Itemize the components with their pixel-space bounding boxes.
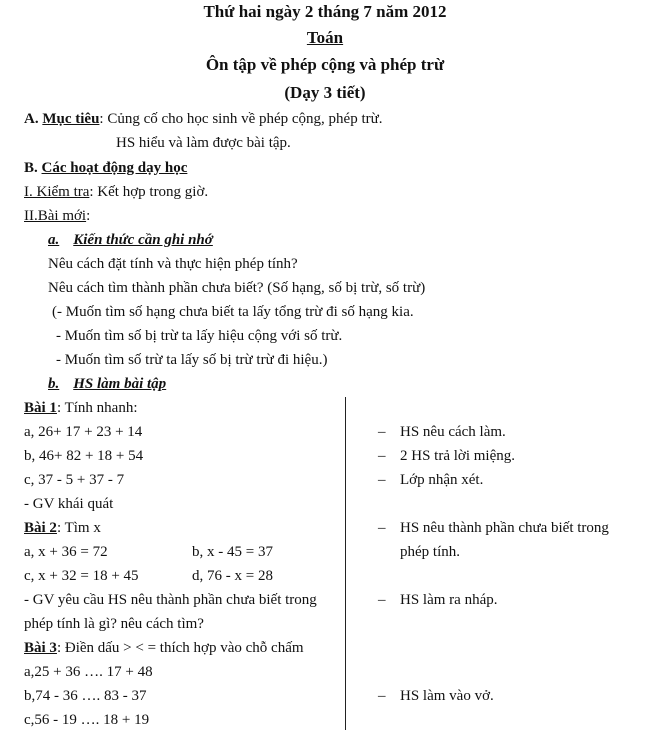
knowledge-line: (- Muốn tìm số hạng chưa biết ta lấy tổng trừ đi số hạng kia. [52,304,414,320]
check-text: : Kết hợp trong giờ. [89,184,209,200]
student-item-text: HS nêu thành phần chưa biết trong [400,520,609,536]
knowledge-line: - Muốn tìm số trừ ta lấy số bị trừ trừ đi hiệu.) [56,352,328,368]
student-item-text: HS làm vào vở. [400,688,494,704]
bai2-note: phép tính là gì? nêu cách tìm? [24,616,204,632]
dash-marker: – [378,592,386,608]
objectives-line [24,109,383,129]
bai2-item-b: b, x - 45 = 37 [192,544,273,560]
activities-title: Các hoạt động dạy học [41,160,188,176]
bai3-text: : Điền dấu > < = thích hợp vào chỗ chấm [56,640,304,656]
activities-heading [24,158,187,178]
exercises-title: HS làm bài tập [73,376,167,392]
student-item-text: Lớp nhận xét. [400,472,484,488]
objectives-text: : Củng cố cho học sinh về phép cộng, phép trừ. [99,111,383,127]
knowledge-marker: a. [48,232,60,248]
student-item-text: HS làm ra nháp. [400,592,498,608]
knowledge-line: Nêu cách tìm thành phần chưa biết? (Số hạng, số bị trừ, số trừ) [48,280,426,296]
knowledge-heading [48,230,213,250]
student-item-text: 2 HS trả lời miệng. [400,448,516,464]
bai3-heading [24,638,304,658]
dash-marker: – [378,520,386,536]
student-item-continued: phép tính. [400,544,460,560]
dash-marker: – [378,472,386,488]
student-item-text: HS nêu cách làm. [400,424,506,440]
exercises-heading [48,374,166,394]
knowledge-line: - Muốn tìm số bị trừ ta lấy hiệu cộng với số trừ. [56,328,343,344]
objectives-line-2: HS hiểu và làm được bài tập. [116,135,291,151]
dash-marker: – [378,424,386,440]
new-lesson-colon: : [86,208,91,224]
student-item [378,590,497,610]
exercises-marker: b. [48,376,60,392]
subject-title: Toán [306,28,344,47]
lesson-title: Ôn tập về phép cộng và phép trừ [205,55,445,74]
bai1-note: - GV khái quát [24,496,114,512]
new-lesson-label: II.Bài mới [24,208,87,224]
objectives-heading: Mục tiêu [42,111,100,127]
bai1-label: Bài 1 [24,400,57,416]
new-lesson-line [24,206,90,226]
dash-marker: – [378,448,386,464]
bai2-item-d: d, 76 - x = 28 [192,568,273,584]
activities-prefix: B. [24,160,42,176]
bai1-item: b, 46+ 82 + 18 + 54 [24,448,144,464]
knowledge-title: Kiến thức cần ghi nhớ [73,232,213,248]
bai2-heading [24,518,101,538]
bai3-item: c,56 - 19 …. 18 + 19 [24,712,150,728]
bai2-text: : Tìm x [56,520,101,536]
bai1-heading [24,398,138,418]
bai1-item: a, 26+ 17 + 23 + 14 [24,424,143,440]
bai3-label: Bài 3 [24,640,57,656]
bai1-text: : Tính nhanh: [56,400,138,416]
bai1-item: c, 37 - 5 + 37 - 7 [24,472,125,488]
student-item [378,422,506,442]
knowledge-line: Nêu cách đặt tính và thực hiện phép tính? [48,256,298,272]
bai3-item: b,74 - 36 …. 83 - 37 [24,688,147,704]
column-divider [345,397,346,730]
check-label: I. Kiểm tra [24,184,90,200]
dash-marker: – [378,688,386,704]
bai2-item-c: c, x + 32 = 18 + 45 [24,568,139,584]
bai2-note: - GV yêu cầu HS nêu thành phần chưa biết trong [24,592,317,608]
bai3-item: a,25 + 36 …. 17 + 48 [24,664,153,680]
lesson-duration: (Dạy 3 tiết) [284,83,366,102]
objectives-prefix: A. [24,111,43,127]
bai2-label: Bài 2 [24,520,57,536]
student-item [378,446,515,466]
student-item [378,470,483,490]
student-item [378,518,609,538]
student-item [378,686,494,706]
bai2-item-a: a, x + 36 = 72 [24,544,108,560]
lesson-date: Thứ hai ngày 2 tháng 7 năm 2012 [203,2,447,21]
check-line [24,182,208,202]
